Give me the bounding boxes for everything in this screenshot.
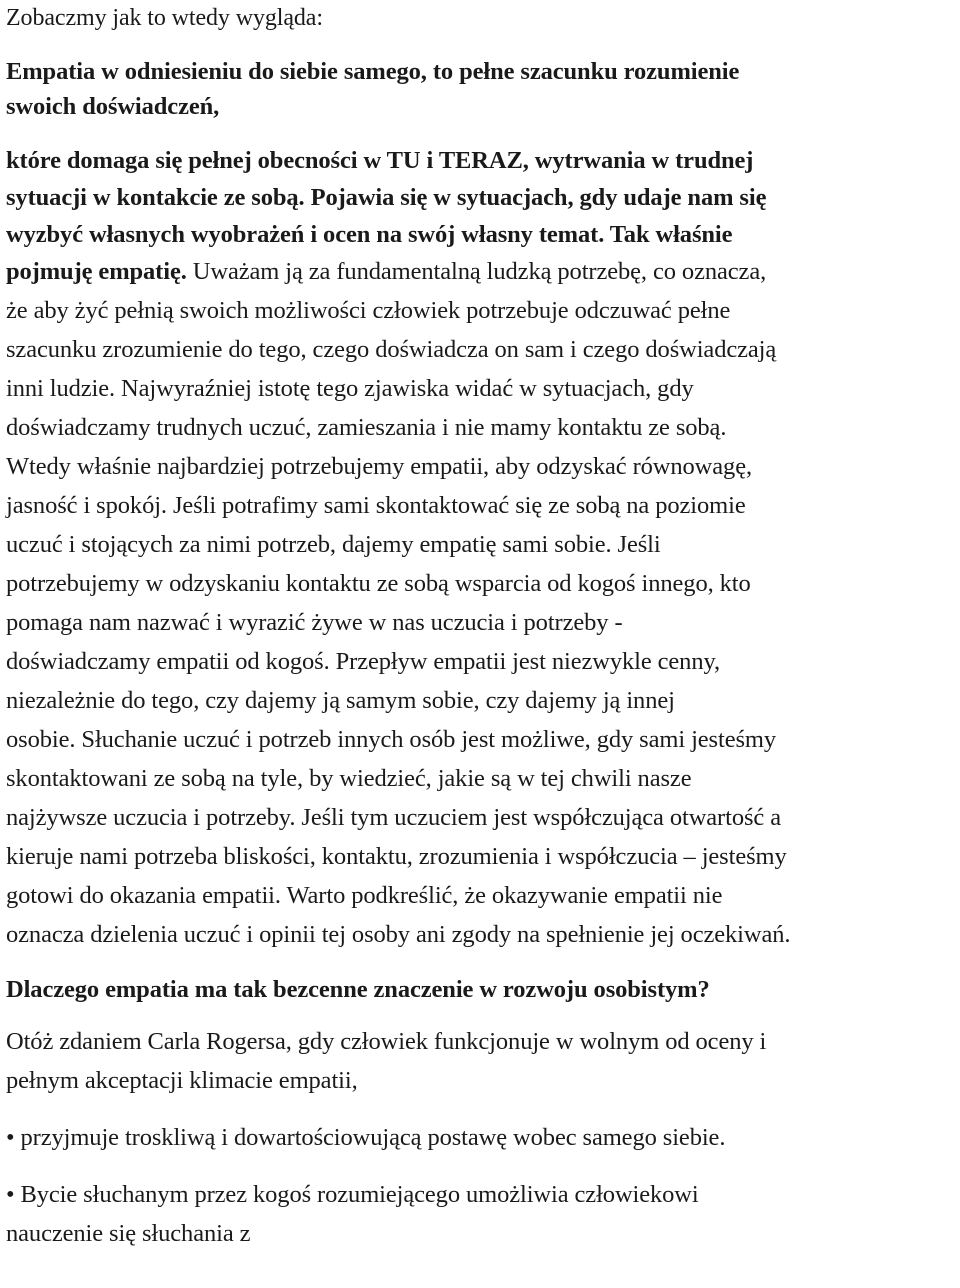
text-line: doświadczamy empatii od kogoś. Przepływ empatii jest niezwykle cenny, — [6, 648, 721, 675]
text-line: że aby żyć pełnią swoich możliwości człowiek potrzebuje odczuwać pełne — [6, 297, 731, 324]
text-line: sytuacji w kontakcie ze sobą. Pojawia się w sytuacjach, gdy udaje nam się — [6, 184, 767, 211]
text-line: • Bycie słuchanym przez kogoś rozumiejącego umożliwia człowiekowi — [6, 1181, 699, 1208]
bullet-item: • przyjmuje troskliwą i dowartościowującą postawę wobec samego siebie. — [6, 1124, 726, 1151]
text-line: szacunku zrozumienie do tego, czego doświadcza on sam i czego doświadczają — [6, 336, 777, 363]
intro-line: Zobaczmy jak to wtedy wygląda: — [6, 5, 323, 31]
text-line: nauczenie się słuchania z — [6, 1220, 251, 1247]
text-line: pomaga nam nazwać i wyrazić żywe w nas uczucia i potrzeby - — [6, 609, 623, 636]
text-line: kieruje nami potrzeba bliskości, kontaktu, zrozumienia i współczucia – jesteśmy — [6, 843, 787, 870]
bold-paragraph-1 — [6, 54, 956, 124]
text-line: Otóż zdaniem Carla Rogersa, gdy człowiek funkcjonuje w wolnym od oceny i — [6, 1028, 767, 1055]
text-line: uczuć i stojących za nimi potrzeb, dajemy empatię sami sobie. Jeśli — [6, 531, 661, 558]
mixed-line — [6, 253, 956, 291]
text-line: najżywsze uczucia i potrzeby. Jeśli tym uczuciem jest współczująca otwartość a — [6, 804, 781, 831]
text-line: Empatia w odniesieniu do siebie samego, to pełne szacunku rozumienie — [6, 58, 740, 85]
text-line: które domaga się pełnej obecności w TU i TERAZ, wytrwania w trudnej — [6, 147, 754, 174]
text-line: oznacza dzielenia uczuć i opinii tej osoby ani zgody na spełnienie jej oczekiwań. — [6, 921, 791, 948]
body-paragraph — [6, 291, 956, 954]
text-line: wyzbyć własnych wyobrażeń i ocen na swój własny temat. Tak właśnie — [6, 221, 733, 248]
bold-paragraph-2 — [6, 142, 956, 253]
text-line: Wtedy właśnie najbardziej potrzebujemy empatii, aby odzyskać równowagę, — [6, 453, 753, 480]
text-line: gotowi do okazania empatii. Warto podkreślić, że okazywanie empatii nie — [6, 882, 723, 909]
text-line: potrzebujemy w odzyskaniu kontaktu ze sobą wsparcia od kogoś innego, kto — [6, 570, 751, 597]
text-line: doświadczamy trudnych uczuć, zamieszania i nie mamy kontaktu ze sobą. — [6, 414, 727, 441]
bullet-item — [6, 1175, 956, 1253]
section-heading: Dlaczego empatia ma tak bezcenne znaczenie w rozwoju osobistym? — [6, 976, 710, 1003]
text-line: swoich doświadczeń, — [6, 93, 220, 120]
mixed-line-normal: Uważam ją za fundamentalną ludzką potrzebę, co oznacza, — [186, 258, 767, 285]
text-line: skontaktowani ze sobą na tyle, by wiedzieć, jakie są w tej chwili nasze — [6, 765, 692, 792]
rogers-paragraph — [6, 1022, 956, 1100]
text-line: pełnym akceptacji klimacie empatii, — [6, 1067, 358, 1094]
text-line: inni ludzie. Najwyraźniej istotę tego zjawiska widać w sytuacjach, gdy — [6, 375, 694, 402]
text-line: jasność i spokój. Jeśli potrafimy sami skontaktować się ze sobą na poziomie — [6, 492, 746, 519]
text-line: niezależnie do tego, czy dajemy ją samym sobie, czy dajemy ją innej — [6, 687, 675, 714]
text-line: osobie. Słuchanie uczuć i potrzeb innych osób jest możliwe, gdy sami jesteśmy — [6, 726, 777, 753]
mixed-line-bold: pojmuję empatię. — [6, 258, 187, 285]
document-page — [6, 0, 956, 1253]
